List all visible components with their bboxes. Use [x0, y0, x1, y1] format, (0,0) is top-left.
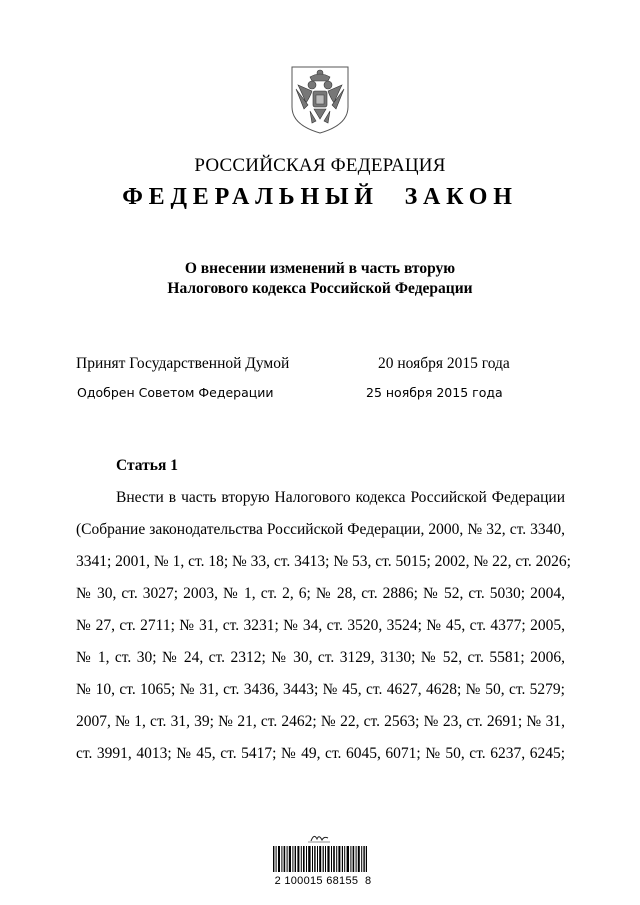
duma-adoption-date: 20 ноября 2015 года — [378, 355, 510, 372]
council-approval-date: 25 ноября 2015 года — [366, 385, 503, 400]
handwritten-mark-icon — [284, 830, 354, 844]
duma-adoption-label: Принят Государственной Думой — [76, 355, 290, 372]
article-text-line: 3341; 2001, № 1, ст. 18; № 33, ст. 3413; № 53, ст. 5015; 2002, № 22, ст. 2026; — [76, 553, 571, 570]
law-subject-line: Налогового кодекса Российской Федерации — [167, 280, 473, 297]
document-type-title: ФЕДЕРАЛЬНЫЙ ЗАКОН — [122, 184, 518, 210]
council-approval-label: Одобрен Советом Федерации — [77, 385, 274, 400]
barcode-icon — [273, 846, 367, 872]
article-text-line: № 10, ст. 1065; № 31, ст. 3436, 3443; № 45, ст. 4627, 4628; № 50, ст. 5279; — [76, 681, 565, 698]
state-name: РОССИЙСКАЯ ФЕДЕРАЦИЯ — [194, 155, 446, 176]
article-text-line: ст. 3991, 4013; № 45, ст. 5417; № 49, ст. 6045, 6071; № 50, ст. 6237, 6245; — [76, 745, 565, 762]
article-text-line: Внести в часть вторую Налогового кодекса Российской Федерации — [116, 489, 565, 506]
article-text-line: 2007, № 1, ст. 31, 39; № 21, ст. 2462; № 22, ст. 2563; № 23, ст. 2691; № 31, — [76, 713, 565, 730]
article-body — [76, 488, 571, 776]
article-heading: Статья 1 — [116, 457, 178, 474]
barcode-number: 2 100015 68155 8 — [274, 875, 372, 887]
russian-coat-of-arms-icon — [288, 63, 352, 135]
law-subject — [0, 259, 640, 299]
law-subject-line: О внесении изменений в часть вторую — [184, 260, 456, 277]
article-text-line: № 27, ст. 2711; № 31, ст. 3231; № 34, ст. 3520, 3524; № 45, ст. 4377; 2005, — [76, 617, 565, 634]
article-text-line: (Собрание законодательства Российской Федерации, 2000, № 32, ст. 3340, — [76, 521, 565, 538]
article-text-line: № 1, ст. 30; № 24, ст. 2312; № 30, ст. 3129, 3130; № 52, ст. 5581; 2006, — [76, 649, 565, 666]
article-text-line: № 30, ст. 3027; 2003, № 1, ст. 2, 6; № 28, ст. 2886; № 52, ст. 5030; 2004, — [76, 585, 565, 602]
